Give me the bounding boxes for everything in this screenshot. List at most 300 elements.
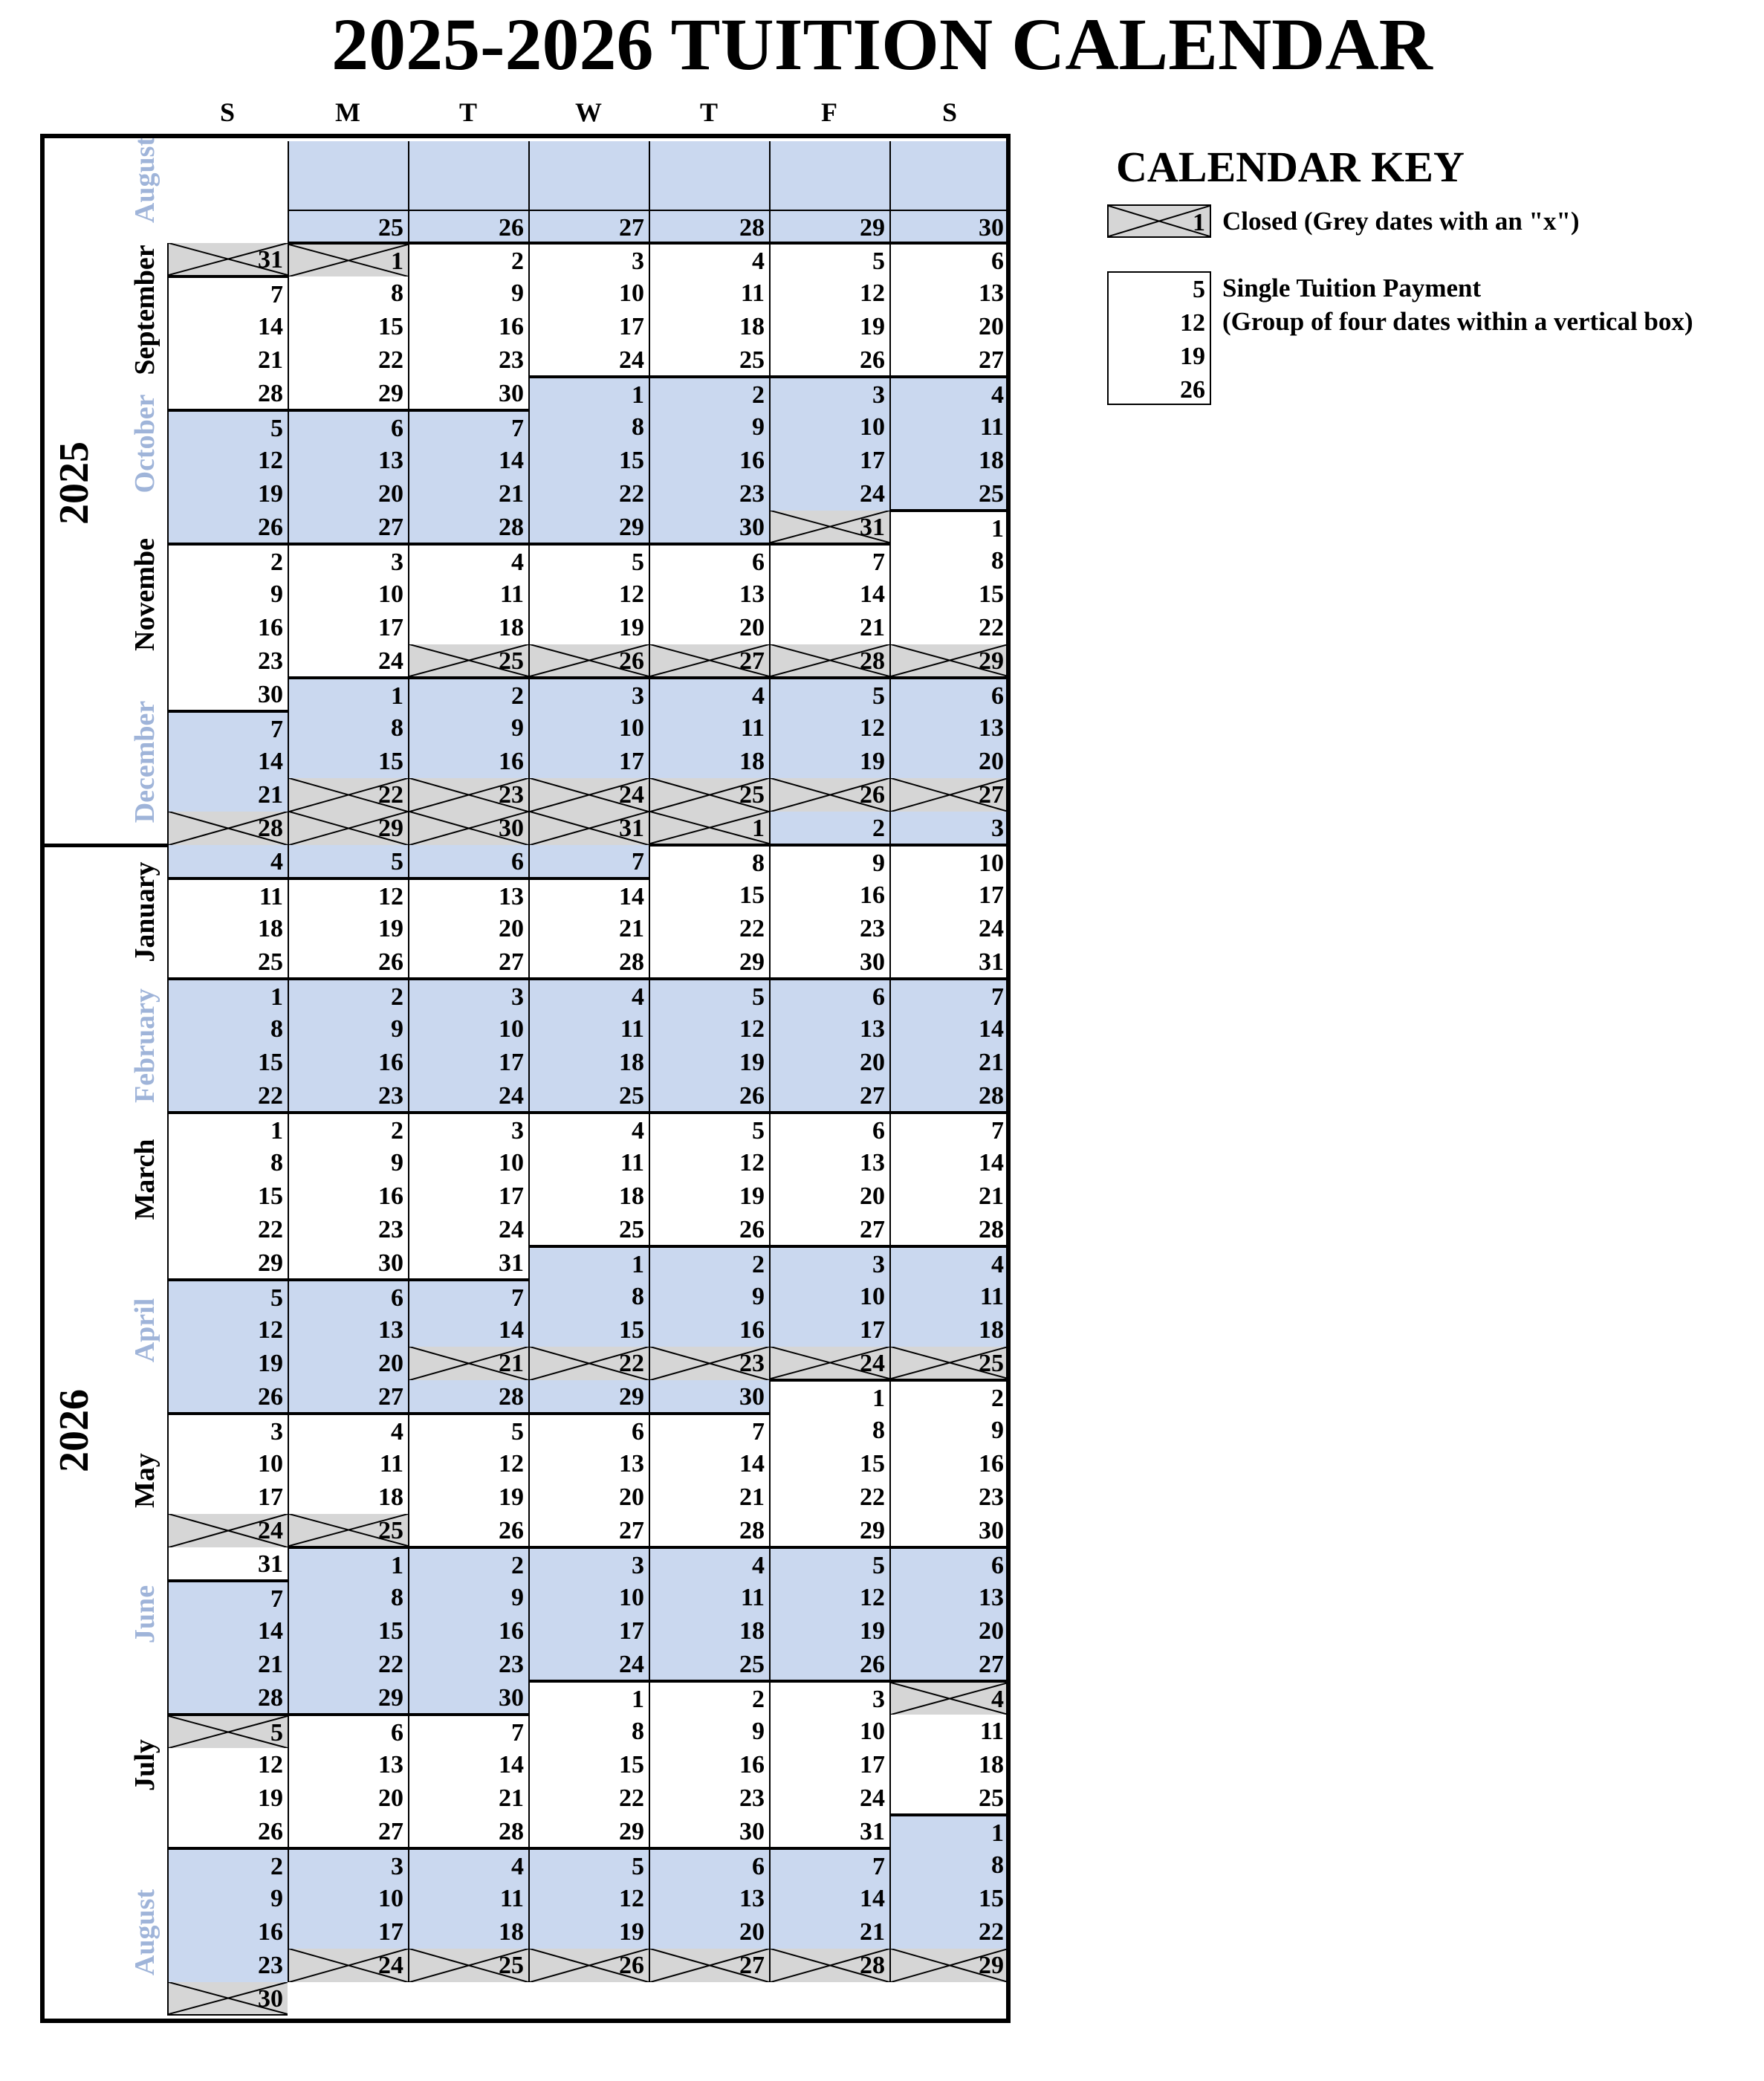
date-cell: [288, 678, 408, 711]
date-cell: [288, 1614, 408, 1648]
date-cell: [528, 1280, 649, 1313]
date-cell: [408, 1347, 528, 1380]
date-number: 28: [979, 1216, 1004, 1243]
date-cell: [528, 276, 649, 310]
date-number: 5: [752, 1117, 765, 1145]
date-number: 25: [739, 346, 765, 374]
date-number: 28: [739, 214, 765, 242]
month-label: April: [129, 1298, 160, 1362]
date-number: 3: [270, 1418, 283, 1446]
date-number: 4: [511, 1853, 524, 1880]
date-cell: [408, 1915, 528, 1949]
date-number: 20: [619, 1483, 644, 1511]
date-number: 7: [872, 1853, 885, 1880]
date-cell: [528, 343, 649, 377]
date-cell: [769, 1380, 889, 1414]
date-number: 1: [991, 515, 1004, 543]
date-cell: [889, 1681, 1010, 1715]
date-number: 23: [499, 1651, 524, 1678]
date-number: 19: [860, 748, 885, 775]
date-number: 1: [991, 1819, 1004, 1847]
date-number: 19: [378, 915, 403, 942]
date-cell: [167, 477, 288, 511]
date-cell: [649, 477, 769, 511]
date-cell: [408, 544, 528, 577]
date-number: 31: [258, 246, 283, 274]
date-cell: [769, 1079, 889, 1113]
date-number: 19: [258, 1350, 283, 1377]
date-cell: [528, 1715, 649, 1748]
date-number: 3: [391, 1853, 403, 1880]
date-cell: [167, 1614, 288, 1648]
date-number: 25: [378, 214, 403, 242]
date-cell: [167, 1581, 288, 1614]
date-number: 23: [860, 915, 885, 942]
date-cell: [649, 1949, 769, 1982]
date-cell: [889, 1046, 1010, 1079]
date-cell: [769, 1447, 889, 1480]
date-number: 26: [258, 1818, 283, 1845]
date-cell: [528, 1748, 649, 1781]
date-number: 21: [499, 1784, 524, 1812]
date-number: 21: [860, 614, 885, 641]
date-number: 3: [632, 247, 644, 275]
date-number: 18: [739, 1617, 765, 1645]
date-number: 16: [499, 748, 524, 775]
date-number: 29: [860, 1517, 885, 1544]
date-number: 13: [378, 1751, 403, 1779]
date-cell: [889, 477, 1010, 511]
date-cell: [528, 1380, 649, 1414]
date-number: 19: [860, 1617, 885, 1645]
date-number: 17: [860, 447, 885, 474]
date-cell: [889, 1781, 1010, 1815]
month-label: May: [129, 1453, 160, 1508]
date-cell: [649, 1347, 769, 1380]
date-cell: [288, 812, 408, 845]
date-number: 20: [378, 1350, 403, 1377]
date-cell: [649, 544, 769, 577]
date-number: 12: [860, 1584, 885, 1611]
date-cell: [528, 1414, 649, 1447]
date-cell: [889, 511, 1010, 544]
date-cell: [408, 377, 528, 410]
date-number: 8: [632, 413, 644, 441]
date-cell: [288, 141, 408, 210]
date-number: 3: [991, 815, 1004, 842]
date-number: 16: [739, 1751, 765, 1779]
date-cell: [167, 878, 288, 912]
date-cell: [649, 1748, 769, 1781]
date-number: 14: [499, 1751, 524, 1779]
date-cell: [288, 1079, 408, 1113]
date-number: 10: [619, 279, 644, 307]
date-cell: [528, 444, 649, 477]
date-number: 6: [991, 247, 1004, 275]
date-number: 11: [620, 1149, 644, 1177]
date-number: 19: [739, 1182, 765, 1210]
date-number: 12: [619, 1885, 644, 1912]
date-cell: [528, 1480, 649, 1514]
date-cell: [889, 1815, 1010, 1848]
date-cell: [528, 1213, 649, 1246]
date-cell: [167, 845, 288, 878]
date-number: 22: [258, 1216, 283, 1243]
date-number: 26: [860, 781, 885, 809]
date-number: 25: [378, 1517, 403, 1544]
date-number: 9: [511, 279, 524, 307]
date-cell: [288, 1949, 408, 1982]
year-label: 2026: [51, 1389, 97, 1472]
date-cell: [769, 1882, 889, 1915]
date-number: 28: [258, 815, 283, 842]
date-number: 1: [872, 1385, 885, 1412]
date-cell: [769, 611, 889, 644]
date-number: 30: [860, 948, 885, 976]
date-cell: [649, 1614, 769, 1648]
date-cell: [288, 1781, 408, 1815]
date-cell: [889, 1915, 1010, 1949]
date-number: 23: [378, 1082, 403, 1110]
date-number: 15: [378, 748, 403, 775]
date-number: 1: [270, 983, 283, 1011]
date-number: 25: [619, 1082, 644, 1110]
date-number: 7: [270, 281, 283, 308]
date-number: 5: [270, 1719, 283, 1747]
date-cell: [889, 141, 1010, 210]
date-cell: [769, 812, 889, 845]
date-cell: [769, 343, 889, 377]
date-number: 28: [860, 1952, 885, 1979]
date-number: 10: [619, 714, 644, 742]
date-number: 8: [632, 1718, 644, 1745]
date-number: 3: [632, 682, 644, 710]
date-cell: [889, 377, 1010, 410]
date-number: 14: [499, 447, 524, 474]
payment-key-description: (Group of four dates within a vertical box): [1222, 307, 1693, 336]
date-cell: [889, 878, 1010, 912]
date-number: 12: [258, 1316, 283, 1344]
date-cell: [167, 1514, 288, 1547]
date-number: 15: [258, 1049, 283, 1076]
date-cell: [649, 1882, 769, 1915]
date-cell: [288, 1146, 408, 1179]
date-cell: [167, 1079, 288, 1113]
date-cell: [769, 1280, 889, 1313]
date-cell: [167, 812, 288, 845]
date-cell: [288, 945, 408, 979]
date-cell: [167, 1882, 288, 1915]
date-number: 29: [378, 380, 403, 407]
date-number: 20: [979, 748, 1004, 775]
month-label: September: [129, 245, 160, 375]
date-number: 14: [619, 883, 644, 910]
date-number: 16: [258, 1918, 283, 1946]
date-cell: [889, 1480, 1010, 1514]
date-number: 31: [860, 1818, 885, 1845]
date-cell: [649, 1915, 769, 1949]
date-number: 16: [499, 313, 524, 340]
date-cell: [889, 1246, 1010, 1280]
date-number: 8: [991, 1851, 1004, 1879]
date-cell: [408, 912, 528, 945]
date-number: 22: [619, 1784, 644, 1812]
month-label: August: [129, 1889, 160, 1975]
date-cell: [889, 310, 1010, 343]
date-number: 10: [619, 1584, 644, 1611]
month-label: July: [129, 1738, 160, 1791]
weekday-header: M: [335, 97, 360, 127]
date-cell: [528, 1146, 649, 1179]
date-cell: [889, 1313, 1010, 1347]
date-cell: [167, 1915, 288, 1949]
date-number: 12: [619, 580, 644, 608]
date-cell: [288, 1179, 408, 1213]
date-number: 23: [739, 1350, 765, 1377]
payment-sample-date: 26: [1180, 376, 1205, 404]
date-number: 25: [739, 1651, 765, 1678]
date-cell: [288, 1414, 408, 1447]
calendar-key-title: CALENDAR KEY: [1116, 143, 1465, 191]
date-cell: [528, 477, 649, 511]
date-cell: [649, 1447, 769, 1480]
date-cell: [408, 1781, 528, 1815]
date-number: 17: [860, 1751, 885, 1779]
date-number: 20: [739, 1918, 765, 1946]
date-number: 19: [258, 480, 283, 508]
date-cell: [408, 1748, 528, 1781]
date-cell: [769, 1514, 889, 1547]
date-cell: [167, 1179, 288, 1213]
date-cell: [288, 1815, 408, 1848]
date-number: 15: [739, 881, 765, 909]
date-cell: [769, 644, 889, 678]
date-number: 15: [619, 1751, 644, 1779]
date-cell: [649, 444, 769, 477]
weekday-header: T: [458, 97, 477, 127]
date-cell: [889, 1748, 1010, 1781]
date-cell: [889, 1848, 1010, 1882]
date-cell: [649, 1781, 769, 1815]
date-number: 10: [860, 413, 885, 441]
date-cell: [649, 1648, 769, 1681]
date-cell: [408, 1213, 528, 1246]
date-number: 30: [739, 1383, 765, 1411]
date-cell: [528, 945, 649, 979]
date-number: 9: [270, 1885, 283, 1912]
date-number: 7: [511, 415, 524, 442]
date-number: 10: [378, 1885, 403, 1912]
date-cell: [889, 1146, 1010, 1179]
date-number: 21: [860, 1918, 885, 1946]
date-cell: [288, 1046, 408, 1079]
date-number: 4: [632, 983, 644, 1011]
date-cell: [167, 1113, 288, 1146]
date-cell: [889, 1949, 1010, 1982]
closed-key-label: Closed (Grey dates with an "x"): [1222, 207, 1580, 236]
date-number: 27: [378, 514, 403, 541]
date-number: 18: [739, 748, 765, 775]
date-number: 11: [979, 1718, 1004, 1745]
date-number: 22: [378, 1651, 403, 1678]
date-cell: [769, 745, 889, 778]
date-number: 30: [499, 380, 524, 407]
date-number: 1: [270, 1117, 283, 1145]
date-number: 14: [860, 580, 885, 608]
date-cell: [769, 1748, 889, 1781]
date-number: 4: [991, 1686, 1004, 1713]
date-cell: [769, 1179, 889, 1213]
date-number: 21: [619, 915, 644, 942]
date-number: 31: [499, 1249, 524, 1277]
weekday-header: S: [941, 97, 958, 127]
date-cell: [528, 1781, 649, 1815]
date-cell: [167, 1949, 288, 1982]
date-number: 6: [632, 1418, 644, 1446]
date-cell: [408, 1313, 528, 1347]
date-cell: [769, 1815, 889, 1848]
date-number: 4: [511, 548, 524, 576]
date-cell: [528, 778, 649, 812]
date-number: 25: [979, 480, 1004, 508]
date-cell: [649, 577, 769, 611]
date-number: 31: [619, 815, 644, 842]
date-cell: [649, 1380, 769, 1414]
date-number: 23: [739, 1784, 765, 1812]
date-cell: [408, 1648, 528, 1681]
date-number: 9: [872, 849, 885, 877]
date-cell: [408, 1046, 528, 1079]
closed-sample-cell: [1107, 204, 1211, 238]
date-number: 5: [752, 983, 765, 1011]
date-cell: [528, 310, 649, 343]
date-number: 26: [739, 1216, 765, 1243]
date-cell: [528, 1347, 649, 1380]
year-label: 2025: [51, 441, 97, 525]
date-cell: [408, 310, 528, 343]
date-cell: [528, 410, 649, 444]
date-number: 9: [391, 1149, 403, 1177]
date-number: 13: [378, 1316, 403, 1344]
date-number: 27: [739, 647, 765, 675]
date-cell: [769, 477, 889, 511]
date-cell: [769, 1547, 889, 1581]
date-cell: [528, 1313, 649, 1347]
date-number: 15: [378, 1617, 403, 1645]
date-cell: [408, 1280, 528, 1313]
date-cell: [769, 711, 889, 745]
date-cell: [528, 1848, 649, 1882]
date-number: 29: [619, 514, 644, 541]
payment-sample-date: 12: [1180, 309, 1205, 337]
date-number: 24: [258, 1517, 283, 1544]
date-number: 17: [619, 748, 644, 775]
date-cell: [528, 711, 649, 745]
date-cell: [528, 1447, 649, 1480]
date-number: 23: [378, 1216, 403, 1243]
date-number: 8: [632, 1283, 644, 1310]
date-cell: [408, 1480, 528, 1514]
date-number: 16: [979, 1450, 1004, 1478]
date-number: 4: [391, 1418, 403, 1446]
date-number: 26: [378, 948, 403, 976]
date-cell: [769, 511, 889, 544]
date-cell: [167, 1246, 288, 1280]
date-number: 17: [378, 614, 403, 641]
date-cell: [408, 343, 528, 377]
date-number: 20: [378, 1784, 403, 1812]
date-cell: [288, 577, 408, 611]
date-cell: [769, 1213, 889, 1246]
date-cell: [649, 711, 769, 745]
date-number: 27: [619, 214, 644, 242]
weekday-header: W: [575, 97, 602, 127]
date-cell: [167, 912, 288, 945]
date-cell: [167, 1480, 288, 1514]
date-number: 29: [979, 1952, 1004, 1979]
date-number: 13: [860, 1149, 885, 1177]
date-cell: [649, 778, 769, 812]
date-number: 29: [378, 815, 403, 842]
date-cell: [889, 1514, 1010, 1547]
date-number: 2: [752, 1251, 765, 1278]
payment-key-label: Single Tuition Payment: [1222, 274, 1482, 302]
date-number: 8: [270, 1015, 283, 1043]
date-cell: [769, 544, 889, 577]
date-cell: [649, 812, 769, 845]
date-cell: [288, 1280, 408, 1313]
date-cell: [649, 1179, 769, 1213]
date-number: 7: [872, 548, 885, 576]
date-cell: [889, 945, 1010, 979]
date-cell: [769, 1046, 889, 1079]
date-number: 3: [632, 1552, 644, 1579]
date-number: 4: [632, 1117, 644, 1145]
date-cell: [288, 243, 408, 276]
date-number: 17: [499, 1182, 524, 1210]
date-number: 10: [378, 580, 403, 608]
date-number: 7: [511, 1719, 524, 1747]
date-cell: [889, 611, 1010, 644]
date-cell: [167, 1748, 288, 1781]
date-cell: [889, 979, 1010, 1012]
date-number: 4: [752, 247, 765, 275]
date-number: 2: [752, 1686, 765, 1713]
date-number: 10: [979, 849, 1004, 877]
date-number: 24: [499, 1082, 524, 1110]
date-number: 10: [860, 1718, 885, 1745]
date-number: 12: [739, 1149, 765, 1177]
date-cell: [288, 1581, 408, 1614]
date-number: 27: [979, 346, 1004, 374]
date-cell: [408, 210, 528, 243]
date-cell: [408, 511, 528, 544]
date-cell: [167, 1146, 288, 1179]
date-cell: [528, 1882, 649, 1915]
date-number: 26: [258, 1383, 283, 1411]
date-cell: [288, 410, 408, 444]
date-cell: [649, 210, 769, 243]
date-cell: [408, 1012, 528, 1046]
date-cell: [649, 745, 769, 778]
date-cell: [167, 1648, 288, 1681]
month-label: October: [129, 394, 160, 493]
date-number: 11: [740, 1584, 765, 1611]
date-cell: [528, 1079, 649, 1113]
date-cell: [649, 1213, 769, 1246]
date-cell: [408, 1113, 528, 1146]
date-number: 13: [378, 447, 403, 474]
